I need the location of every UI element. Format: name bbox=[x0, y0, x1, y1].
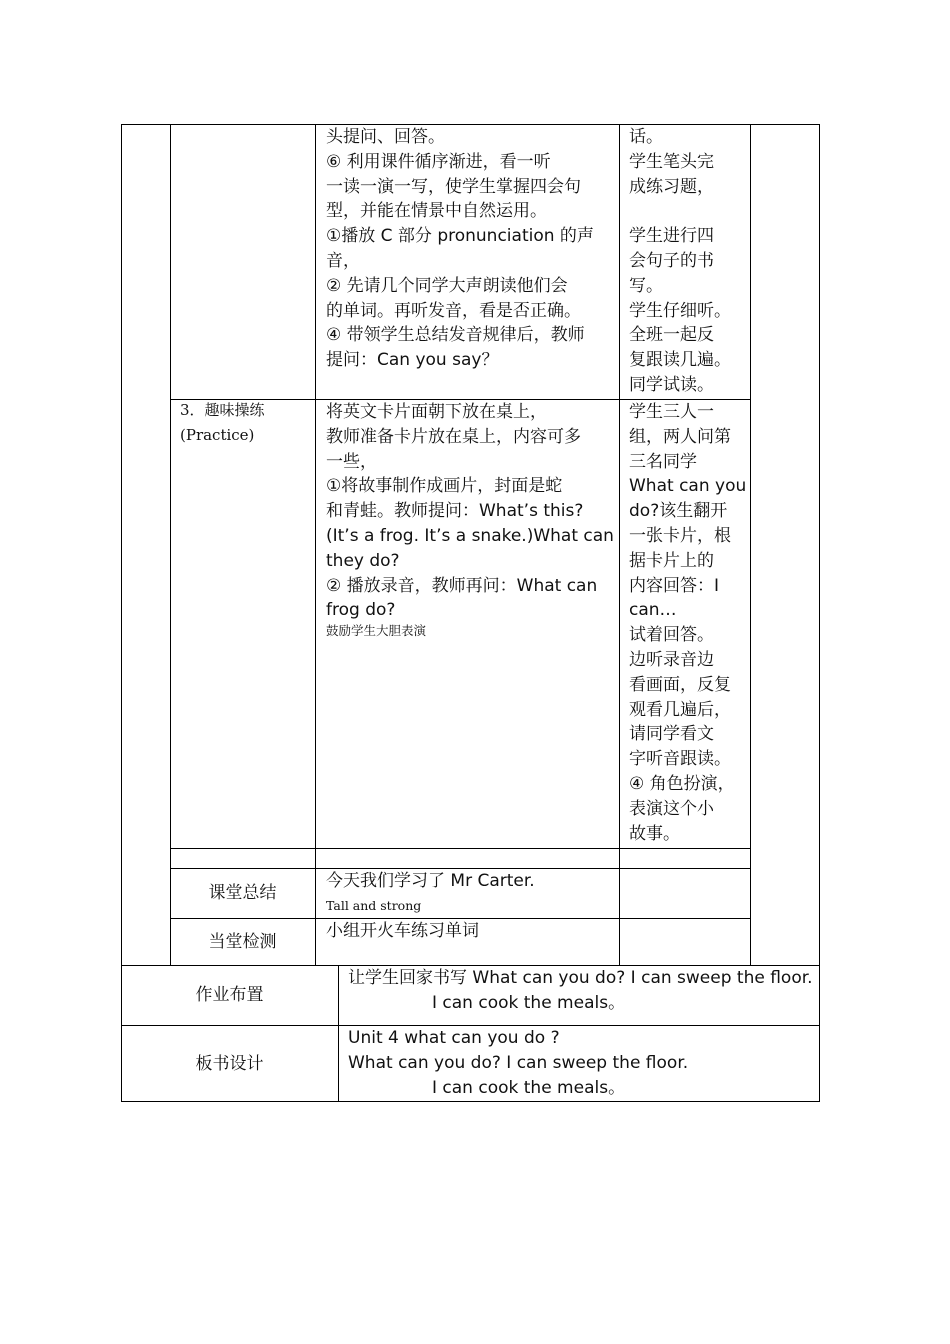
teacher-line: ② 先请几个同学大声朗读他们会 bbox=[326, 275, 568, 296]
col-divider-1 bbox=[170, 124, 171, 966]
student-line: 据卡片上的 bbox=[629, 550, 714, 571]
student-line: 组，两人问第 bbox=[629, 426, 731, 447]
student-line: 表演这个小 bbox=[629, 798, 714, 819]
teacher-line: 的单词。再听发音，看是否正确。 bbox=[326, 300, 581, 321]
student-line: 一张卡片，根 bbox=[629, 526, 731, 546]
student-line: 试着回答。 bbox=[629, 625, 714, 646]
teacher-line: 将英文卡片面朝下放在桌上， bbox=[326, 402, 547, 422]
teacher-line: they do? bbox=[326, 550, 400, 571]
student-line: 字听音跟读。 bbox=[629, 749, 731, 770]
student-line: 写。 bbox=[629, 275, 663, 296]
homework-label: 作业布置 bbox=[195, 985, 264, 1005]
board-line-1: Unit 4 what can you do ? bbox=[348, 1028, 560, 1048]
col-divider-3 bbox=[619, 124, 620, 966]
student-line: 故事。 bbox=[629, 823, 680, 844]
student-line: 话。 bbox=[629, 127, 663, 147]
student-line: 成练习题， bbox=[629, 176, 714, 197]
check-content: 小组开火车练习单词 bbox=[326, 921, 479, 941]
col-divider-4 bbox=[750, 124, 751, 966]
student-line: 学生仔细听。 bbox=[629, 300, 731, 321]
teacher-line: 教师准备卡片放在桌上，内容可多 bbox=[326, 426, 581, 447]
teacher-line: ② 播放录音，教师再问：What can bbox=[326, 575, 598, 596]
homework-line-1: 让学生回家书写 What can you do? I can sweep the floor. bbox=[348, 968, 813, 988]
student-line: 学生进行四 bbox=[629, 226, 714, 247]
teacher-line: ①播放 C 部分 pronunciation 的声 bbox=[326, 226, 594, 247]
table-left-border bbox=[121, 124, 122, 1102]
student-line: 看画面，反复 bbox=[629, 674, 731, 695]
board-line-2: What can you do? I can sweep the floor. bbox=[348, 1053, 689, 1073]
student-line: 复跟读几遍。 bbox=[629, 350, 731, 371]
student-line: 三名同学 bbox=[629, 451, 697, 472]
summary-line-1: 今天我们学习了 Mr Carter. bbox=[326, 871, 535, 891]
teacher-note: 鼓励学生大胆表演 bbox=[326, 623, 427, 638]
student-line: ④ 角色扮演， bbox=[629, 774, 735, 794]
table-right-border bbox=[819, 124, 820, 1102]
col-divider-footer bbox=[338, 965, 339, 1102]
student-line: 学生三人一 bbox=[629, 402, 714, 422]
teacher-line: 和青蛙。教师提问：What’s this? bbox=[326, 501, 584, 522]
row-divider-empty-top bbox=[170, 848, 751, 849]
check-label: 当堂检测 bbox=[208, 932, 277, 952]
teacher-line: ⑥ 利用课件循序渐进，看一听 bbox=[326, 151, 551, 172]
teacher-line: 提问：Can you say？ bbox=[326, 350, 499, 371]
teacher-line: ①将故事制作成画片，封面是蛇 bbox=[326, 476, 563, 497]
student-line: 同学试读。 bbox=[629, 375, 714, 395]
teacher-line: 一读一演一写，使学生掌握四会句 bbox=[326, 176, 581, 197]
homework-line-2: I can cook the meals。 bbox=[432, 993, 626, 1013]
teacher-line: 音， bbox=[326, 251, 360, 271]
student-line: 学生笔头完 bbox=[629, 151, 714, 172]
student-line: What can you bbox=[629, 476, 747, 497]
board-label: 板书设计 bbox=[195, 1054, 264, 1074]
step-label-title: 3．趣味操练 bbox=[180, 401, 265, 419]
student-line: 请同学看文 bbox=[629, 724, 714, 745]
board-line-3: I can cook the meals。 bbox=[432, 1078, 626, 1098]
teacher-line: 一些， bbox=[326, 451, 377, 472]
summary-label: 课堂总结 bbox=[208, 883, 277, 903]
step-label-subtitle: (Practice) bbox=[180, 425, 255, 444]
student-line: 会句子的书 bbox=[629, 251, 714, 271]
summary-line-2: Tall and strong bbox=[326, 898, 422, 913]
teacher-line: 头提问、回答。 bbox=[326, 127, 445, 147]
table-bottom-border bbox=[121, 1101, 820, 1102]
student-line: 全班一起反 bbox=[629, 325, 714, 346]
teacher-line: ④ 带领学生总结发音规律后，教师 bbox=[326, 325, 585, 346]
student-line: can… bbox=[629, 600, 677, 621]
col-divider-2 bbox=[315, 124, 316, 966]
student-line: do?该生翻开 bbox=[629, 501, 728, 522]
teacher-line: (It’s a frog. It’s a snake.)What can bbox=[326, 526, 614, 546]
teacher-line: 型，并能在情景中自然运用。 bbox=[326, 201, 547, 222]
student-line: 边听录音边 bbox=[629, 650, 714, 670]
student-line: 内容回答：I bbox=[629, 575, 720, 596]
teacher-line: frog do? bbox=[326, 600, 396, 621]
table-top-border bbox=[121, 124, 820, 125]
student-line: 观看几遍后， bbox=[629, 699, 731, 720]
